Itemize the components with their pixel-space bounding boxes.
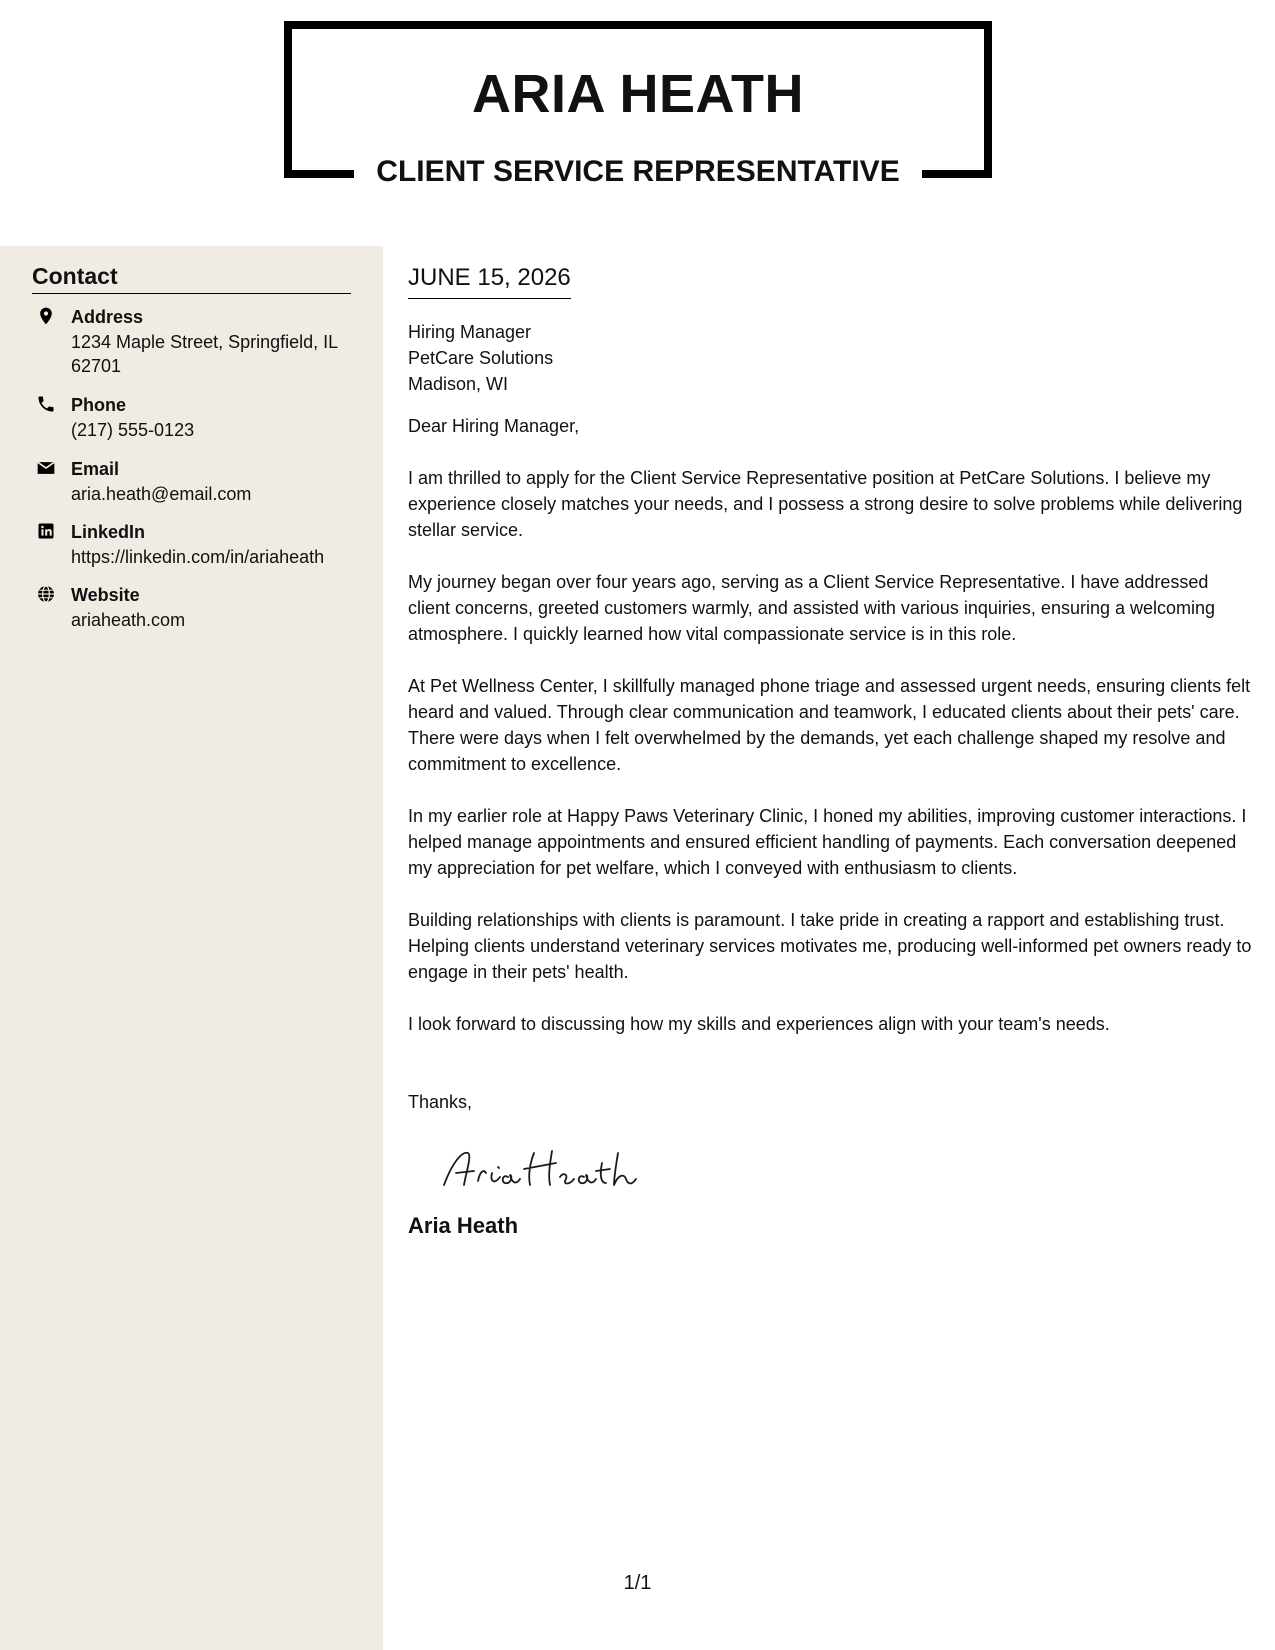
recipient-line: Madison, WI	[408, 374, 509, 394]
applicant-name: ARIA HEATH	[472, 64, 804, 124]
header-frame-foot-right	[922, 170, 992, 178]
contact-label-email: Email	[71, 459, 120, 479]
recipient-line: PetCare Solutions	[408, 348, 554, 368]
job-title: CLIENT SERVICE REPRESENTATIVE	[370, 152, 906, 192]
header-frame-foot-left	[284, 170, 354, 178]
contact-value-website[interactable]: ariaheath.com	[71, 610, 186, 630]
envelope-icon	[36, 458, 56, 478]
letter-paragraph: In my earlier role at Happy Paws Veterinary Clinic, I honed my abilities, improving customer interactions. I helped manage appointments and ensured efficient handling of payments. Each conversation deepened my appreciation for pet welfare, which I conveyed with enthusiasm to clients.	[408, 806, 1247, 878]
letter-paragraph: I am thrilled to apply for the Client Service Representative position at PetCare Solutions. I believe my experience closely matches your needs, and I possess a strong desire to solve problems while delivering stellar service.	[408, 468, 1243, 540]
letter-paragraph: At Pet Wellness Center, I skillfully managed phone triage and assessed urgent needs, ensuring clients felt heard and valued. Through clear communication and teamwork, I educated clients about their pets' care. There were days when I felt overwhelmed by the demands, yet each challenge shaped my resolve and commitment to excellence.	[408, 676, 1251, 774]
contact-value-linkedin[interactable]: https://linkedin.com/in/ariaheath	[71, 547, 325, 567]
handwritten-signature	[438, 1139, 638, 1195]
contact-label-linkedin: LinkedIn	[71, 522, 146, 542]
signer-name: Aria Heath	[408, 1213, 519, 1238]
contact-value-phone: (217) 555-0123	[71, 420, 195, 440]
salutation: Dear Hiring Manager,	[408, 416, 580, 436]
contact-heading: Contact	[32, 262, 351, 294]
phone-icon	[36, 394, 56, 414]
linkedin-icon	[36, 521, 56, 541]
letter-paragraph: My journey began over four years ago, serving as a Client Service Representative. I have addressed client concerns, greeted customers warmly, and assisted with various inquiries, ensuring a welcoming atmosphere. I quickly learned how vital compassionate service is in this role.	[408, 572, 1216, 644]
recipient-line: Hiring Manager	[408, 322, 532, 342]
letter-paragraph: I look forward to discussing how my skills and experiences align with your team's needs.	[408, 1014, 1110, 1034]
contact-value-address: 1234 Maple Street, Springfield, IL 62701	[71, 332, 338, 376]
recipient-block	[408, 319, 1253, 397]
location-pin-icon	[36, 306, 56, 326]
closing: Thanks,	[408, 1092, 473, 1112]
contact-label-address: Address	[71, 307, 144, 327]
contact-value-email: aria.heath@email.com	[71, 484, 252, 504]
letter-date: JUNE 15, 2026	[408, 262, 571, 299]
page-number: 1/1	[623, 1572, 652, 1594]
contact-sidebar	[0, 246, 383, 1650]
contact-label-website: Website	[71, 585, 140, 605]
letter-paragraph: Building relationships with clients is paramount. I take pride in creating a rapport and establishing trust. Helping clients understand veterinary services motivates me, producing well-informed pet owners ready to engage in their pets' health.	[408, 910, 1252, 982]
globe-icon	[36, 584, 56, 604]
contact-label-phone: Phone	[71, 395, 127, 415]
letter-body	[408, 262, 1253, 1241]
